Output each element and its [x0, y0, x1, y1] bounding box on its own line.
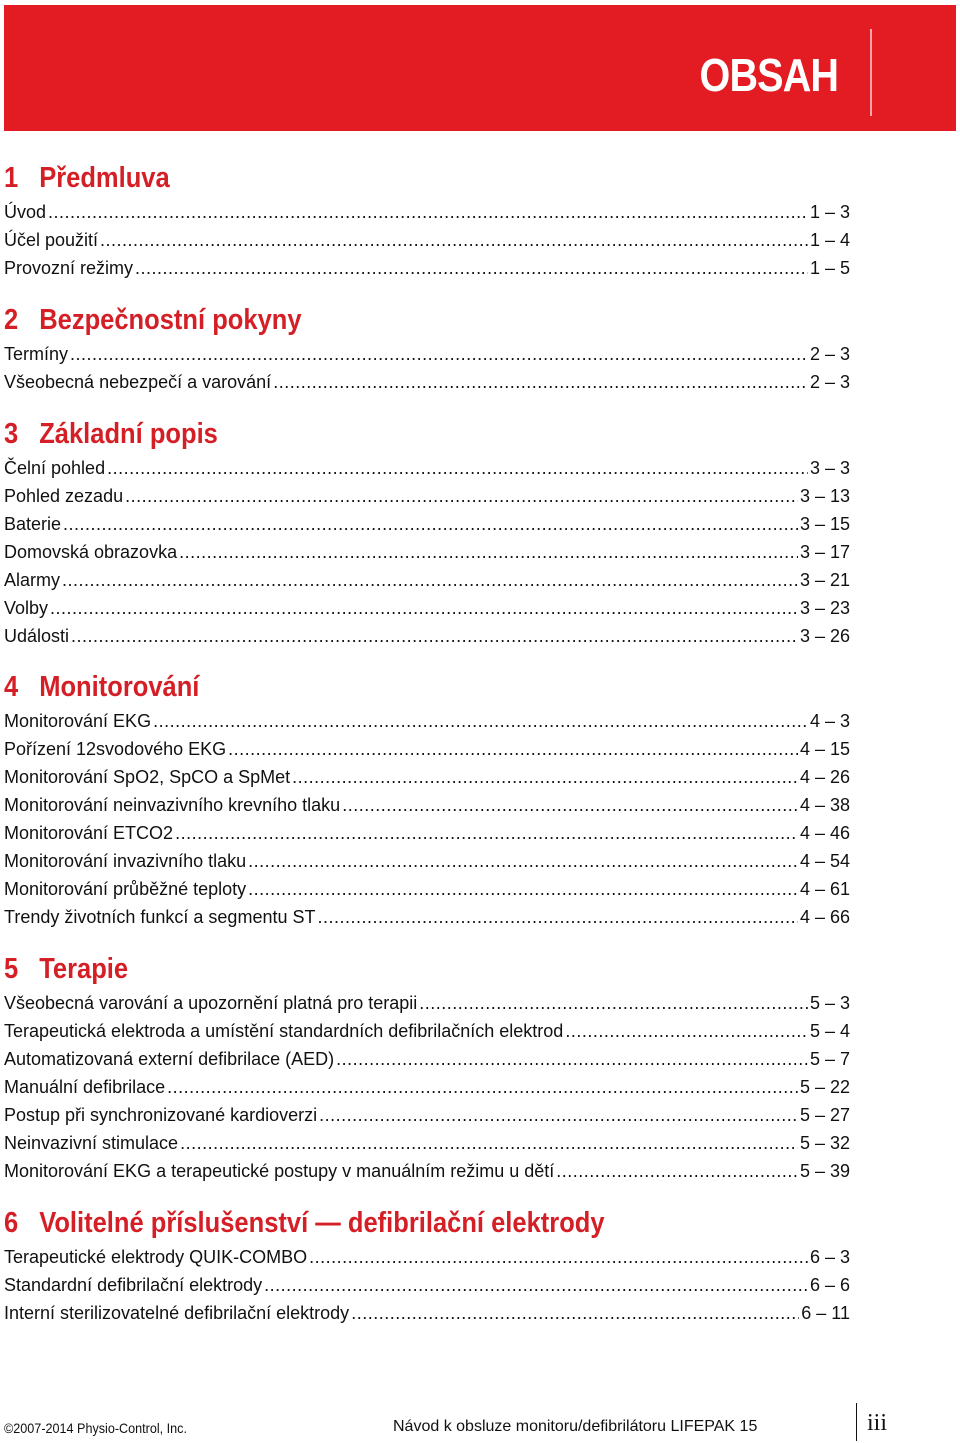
- toc-entry-page: 3 – 26: [799, 626, 850, 646]
- dot-leader: [264, 1271, 808, 1299]
- toc-entry[interactable]: [4, 566, 850, 594]
- section-heading: [4, 667, 748, 707]
- toc-entry-title: Provozní režimy: [4, 258, 134, 278]
- toc-entry-title: Baterie: [4, 514, 62, 534]
- toc-entry-page: 6 – 6: [809, 1275, 850, 1295]
- toc-entry-page: 3 – 21: [799, 570, 850, 590]
- section-heading: [4, 949, 748, 989]
- toc-entry-title: Pohled zezadu: [4, 486, 124, 506]
- toc-entry[interactable]: [4, 1101, 850, 1129]
- toc-entry-title: Standardní defibrilační elektrody: [4, 1275, 263, 1295]
- dot-leader: [107, 454, 808, 482]
- dot-leader: [175, 819, 798, 847]
- toc-section-4: [4, 667, 850, 931]
- section-heading: [4, 1203, 748, 1243]
- toc-entry-page: 5 – 22: [799, 1077, 850, 1097]
- dot-leader: [317, 903, 797, 931]
- toc-entry-page: 1 – 4: [809, 230, 850, 250]
- toc-entry-title: Termíny: [4, 344, 69, 364]
- toc-entry-page: 2 – 3: [809, 372, 850, 392]
- toc-entry-page: 2 – 3: [809, 344, 850, 364]
- dot-leader: [125, 482, 798, 510]
- toc-entry[interactable]: [4, 847, 850, 875]
- dot-leader: [62, 566, 798, 594]
- toc-entry-title: Události: [4, 626, 70, 646]
- toc-entry-title: Monitorování ETCO2: [4, 823, 174, 843]
- toc-section-1: [4, 158, 850, 282]
- toc-entry-title: Pořízení 12svodového EKG: [4, 739, 227, 759]
- toc-entry-page: 5 – 27: [799, 1105, 850, 1125]
- section-heading: [4, 158, 748, 198]
- toc-entry[interactable]: [4, 791, 850, 819]
- toc-entry-title: Čelní pohled: [4, 458, 106, 478]
- toc-entry-page: 4 – 46: [799, 823, 850, 843]
- toc-entry-page: 6 – 11: [801, 1303, 850, 1323]
- toc-entry[interactable]: [4, 1017, 850, 1045]
- dot-leader: [273, 368, 808, 396]
- toc-entry-title: Domovská obrazovka: [4, 542, 178, 562]
- dot-leader: [228, 735, 798, 763]
- toc-entry[interactable]: [4, 875, 850, 903]
- toc-entry[interactable]: [4, 1299, 850, 1327]
- toc-section-2: [4, 300, 850, 396]
- toc-entry-title: Interní sterilizovatelné defibrilační elektrody: [4, 1303, 350, 1323]
- toc-entry[interactable]: [4, 482, 850, 510]
- toc-entry[interactable]: [4, 198, 850, 226]
- dot-leader: [292, 763, 798, 791]
- dot-leader: [342, 791, 798, 819]
- toc-entry-title: Volby: [4, 598, 49, 618]
- section-title: Bezpečnostní pokyny: [39, 303, 302, 336]
- toc-entry-title: Manuální defibrilace: [4, 1077, 166, 1097]
- toc-entry[interactable]: [4, 594, 850, 622]
- toc-entry-page: 4 – 15: [799, 739, 850, 759]
- toc-entry-page: 5 – 32: [799, 1133, 850, 1153]
- dot-leader: [565, 1017, 808, 1045]
- dot-leader: [248, 847, 798, 875]
- toc-entry-page: 3 – 23: [799, 598, 850, 618]
- toc-entry[interactable]: [4, 622, 850, 650]
- section-heading: [4, 414, 748, 454]
- toc-entry-page: 6 – 3: [809, 1247, 850, 1267]
- toc-entry[interactable]: [4, 1045, 850, 1073]
- section-title: Volitelné příslušenství — defibrilační elektrody: [39, 1206, 605, 1239]
- toc-entry-page: 5 – 4: [809, 1021, 850, 1041]
- toc-entry-page: 4 – 61: [799, 879, 850, 899]
- toc-entry[interactable]: [4, 454, 850, 482]
- section-heading: [4, 300, 748, 340]
- toc-entry-title: Trendy životních funkcí a segmentu ST: [4, 907, 316, 927]
- toc-entry-page: 4 – 3: [809, 711, 850, 731]
- toc-entry-page: 4 – 38: [799, 795, 850, 815]
- dot-leader: [180, 1129, 798, 1157]
- toc-entry-page: 4 – 54: [799, 851, 850, 871]
- dot-leader: [48, 198, 808, 226]
- toc-entry[interactable]: [4, 1271, 850, 1299]
- toc-entry-title: Monitorování invazivního tlaku: [4, 851, 247, 871]
- section-number: 4: [4, 670, 19, 703]
- header-banner: [4, 5, 956, 131]
- section-number: 6: [4, 1206, 19, 1239]
- toc-section-6: [4, 1203, 850, 1327]
- toc-entry-page: 1 – 3: [809, 202, 850, 222]
- toc-entry-title: Monitorování průběžné teploty: [4, 879, 247, 899]
- dot-leader: [351, 1299, 799, 1327]
- dot-leader: [556, 1157, 798, 1185]
- toc-entry-title: Monitorování SpO2, SpCO a SpMet: [4, 767, 291, 787]
- dot-leader: [309, 1243, 808, 1271]
- toc-entry[interactable]: [4, 989, 850, 1017]
- page-title: OBSAH: [699, 49, 838, 101]
- section-title: Terapie: [39, 952, 129, 985]
- toc-entry[interactable]: [4, 1157, 850, 1185]
- toc-entry[interactable]: [4, 510, 850, 538]
- dot-leader: [153, 707, 808, 735]
- toc-entry-page: 1 – 5: [809, 258, 850, 278]
- section-title: Základní popis: [39, 417, 218, 450]
- toc-entry-title: Úvod: [4, 202, 47, 222]
- toc-entry-title: Alarmy: [4, 570, 61, 590]
- toc-entry-title: Všeobecná nebezpečí a varování: [4, 372, 272, 392]
- toc-entry-page: 5 – 39: [799, 1161, 850, 1181]
- toc-entry-page: 4 – 66: [799, 907, 850, 927]
- footer-copyright: ©2007-2014 Physio-Control, Inc.: [4, 1420, 187, 1436]
- footer-divider: [856, 1403, 857, 1441]
- toc-entry[interactable]: [4, 763, 850, 791]
- toc-entry-page: 3 – 15: [799, 514, 850, 534]
- toc-entry-title: Terapeutická elektroda a umístění standardních defibrilačních elektrod: [4, 1021, 564, 1041]
- toc-entry[interactable]: [4, 1243, 850, 1271]
- toc-entry-title: Terapeutické elektrody QUIK-COMBO: [4, 1247, 308, 1267]
- toc-entry[interactable]: [4, 819, 850, 847]
- footer-manual-title: Návod k obsluze monitoru/defibrilátoru LIFEPAK 15: [393, 1418, 758, 1435]
- toc-entry[interactable]: [4, 538, 850, 566]
- toc-entry[interactable]: [4, 707, 850, 735]
- toc-entry-title: Postup při synchronizované kardioverzi: [4, 1105, 318, 1125]
- dot-leader: [179, 538, 798, 566]
- toc-entry-title: Monitorování EKG a terapeutické postupy v manuálním režimu u dětí: [4, 1161, 555, 1181]
- toc-entry-title: Monitorování EKG: [4, 711, 152, 731]
- dot-leader: [248, 875, 798, 903]
- footer-page-number: iii: [867, 1410, 888, 1436]
- toc-entry[interactable]: [4, 903, 850, 931]
- dot-leader: [419, 989, 808, 1017]
- dot-leader: [71, 622, 798, 650]
- toc-entry[interactable]: [4, 1073, 850, 1101]
- dot-leader: [70, 340, 808, 368]
- section-title: Předmluva: [39, 161, 170, 194]
- toc-entry-page: 5 – 7: [809, 1049, 850, 1069]
- toc-entry-title: Účel použití: [4, 230, 99, 250]
- dot-leader: [100, 226, 808, 254]
- toc-entry-page: 3 – 3: [809, 458, 850, 478]
- toc-entry[interactable]: [4, 226, 850, 254]
- dot-leader: [50, 594, 798, 622]
- toc-entry[interactable]: [4, 735, 850, 763]
- banner-divider: [870, 29, 872, 116]
- toc-entry[interactable]: [4, 368, 850, 396]
- dot-leader: [336, 1045, 808, 1073]
- dot-leader: [63, 510, 798, 538]
- dot-leader: [319, 1101, 798, 1129]
- section-number: 2: [4, 303, 19, 336]
- section-title: Monitorování: [39, 670, 200, 703]
- toc-entry-page: 5 – 3: [809, 993, 850, 1013]
- section-number: 5: [4, 952, 19, 985]
- toc-entry-page: 4 – 26: [799, 767, 850, 787]
- toc-entry[interactable]: [4, 254, 850, 282]
- section-number: 1: [4, 161, 19, 194]
- section-number: 3: [4, 417, 19, 450]
- toc-entry-title: Všeobecná varování a upozornění platná pro terapii: [4, 993, 418, 1013]
- dot-leader: [167, 1073, 798, 1101]
- toc-entry[interactable]: [4, 340, 850, 368]
- toc-entry-page: 3 – 17: [799, 542, 850, 562]
- toc-section-3: [4, 414, 850, 650]
- toc-entry-title: Automatizovaná externí defibrilace (AED): [4, 1049, 335, 1069]
- toc-section-5: [4, 949, 850, 1185]
- toc-entry-title: Monitorování neinvazivního krevního tlaku: [4, 795, 341, 815]
- toc-entry[interactable]: [4, 1129, 850, 1157]
- toc-entry-title: Neinvazivní stimulace: [4, 1133, 179, 1153]
- dot-leader: [135, 254, 808, 282]
- toc-entry-page: 3 – 13: [799, 486, 850, 506]
